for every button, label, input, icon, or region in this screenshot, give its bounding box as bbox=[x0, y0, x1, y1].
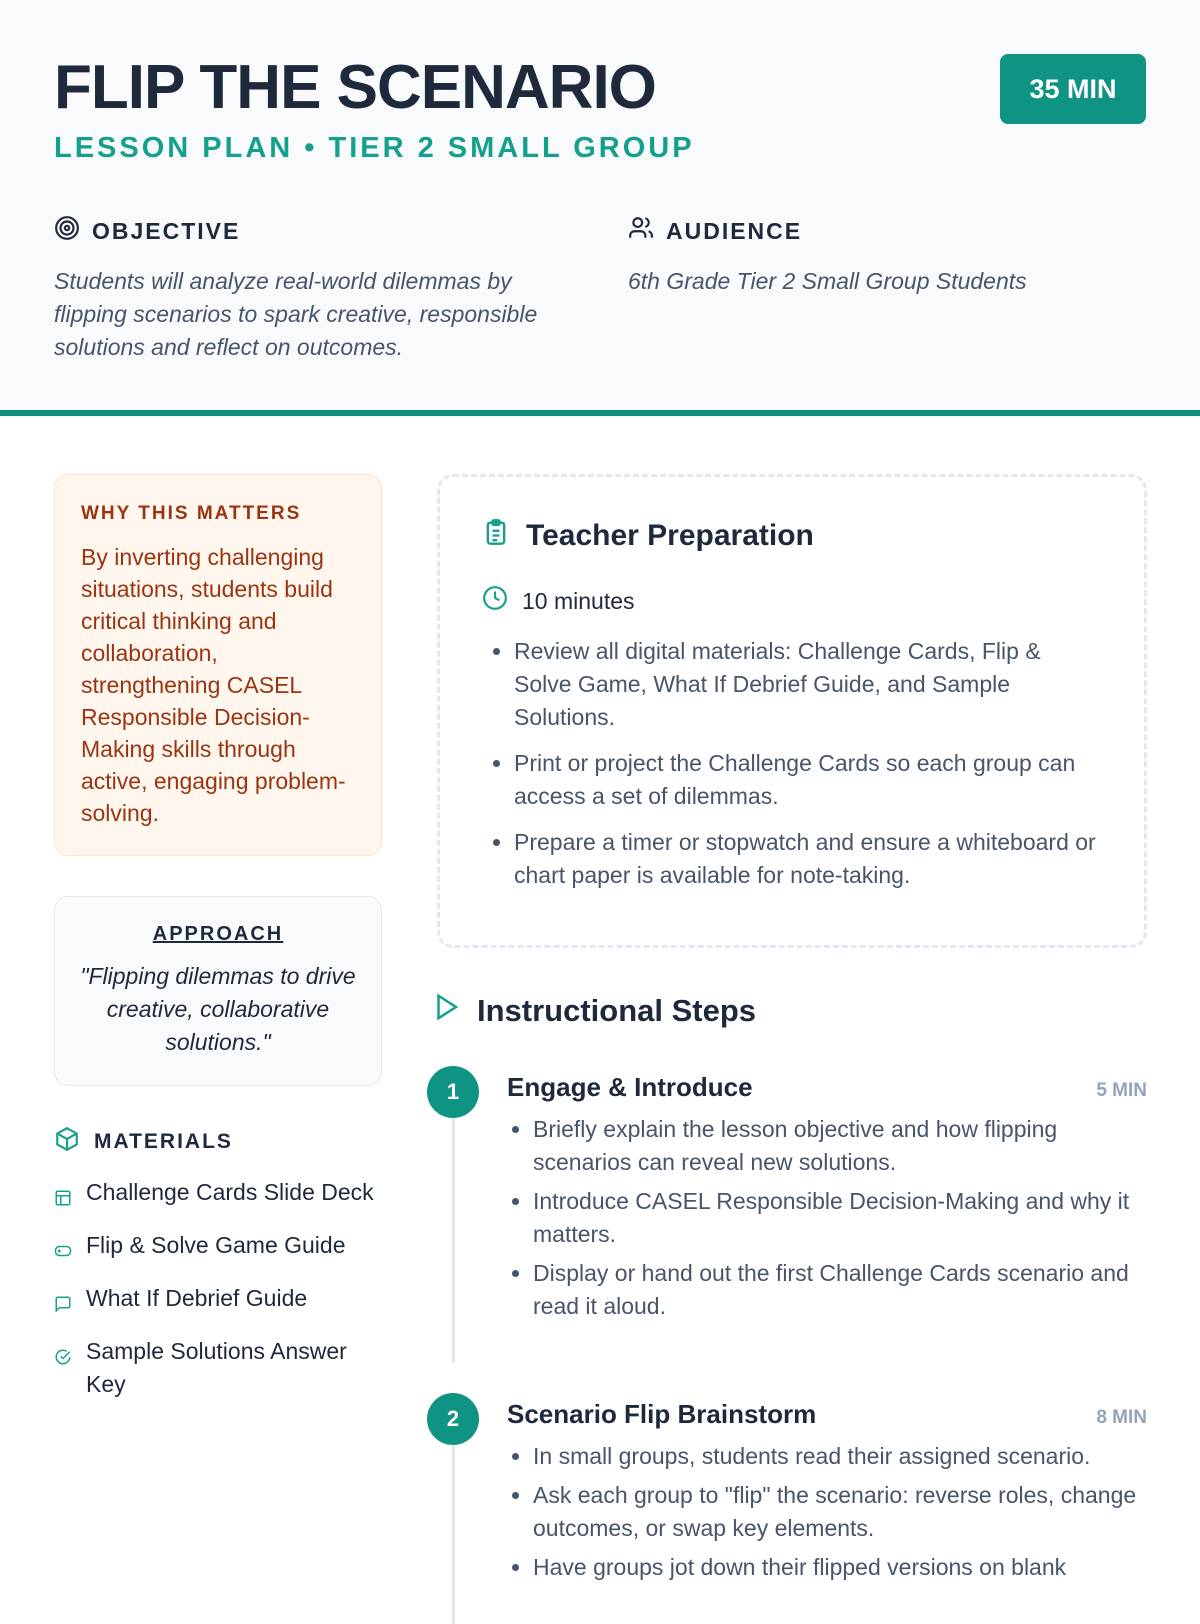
approach-label: APPROACH bbox=[152, 923, 284, 945]
material-label: Sample Solutions Answer Key bbox=[86, 1338, 347, 1397]
sidebar bbox=[54, 474, 382, 1414]
step-title: Scenario Flip Brainstorm bbox=[507, 1399, 817, 1429]
target-icon bbox=[54, 215, 80, 247]
message-square-icon bbox=[54, 1282, 74, 1322]
clock-icon bbox=[482, 585, 508, 617]
step-bullet: • Briefly explain the lesson objective and how flipping scenarios can reveal new solutions. bbox=[533, 1113, 1147, 1179]
lesson-header bbox=[0, 0, 1200, 416]
step-time: 8 MIN bbox=[1096, 1407, 1147, 1428]
audience-label: AUDIENCE bbox=[666, 217, 803, 244]
materials-label: MATERIALS bbox=[94, 1130, 233, 1153]
timeline-line bbox=[452, 1445, 455, 1624]
prep-duration: 10 minutes bbox=[522, 587, 635, 614]
layout-icon bbox=[54, 1176, 74, 1216]
approach-card bbox=[54, 896, 382, 1086]
check-circle-icon bbox=[54, 1335, 74, 1401]
prep-item: • Print or project the Challenge Cards so each group can access a set of dilemmas. bbox=[514, 747, 1104, 813]
audience-section bbox=[628, 215, 1148, 298]
material-item bbox=[54, 1229, 382, 1269]
gamepad-icon bbox=[54, 1229, 74, 1269]
materials-section bbox=[54, 1126, 382, 1401]
main-content bbox=[437, 474, 1147, 1590]
step-time: 5 MIN bbox=[1096, 1080, 1147, 1101]
step-bullet: • Display or hand out the first Challenge Cards scenario and read it aloud. bbox=[533, 1257, 1147, 1323]
approach-quote: "Flipping dilemmas to drive creative, collaborative solutions." bbox=[80, 963, 356, 1055]
prep-item: • Prepare a timer or stopwatch and ensure a whiteboard or chart paper is available for note-taking. bbox=[514, 826, 1104, 892]
material-label: Challenge Cards Slide Deck bbox=[86, 1179, 374, 1205]
step-item bbox=[427, 1393, 1147, 1584]
step-bullet: • Introduce CASEL Responsible Decision-Making and why it matters. bbox=[533, 1185, 1147, 1251]
play-icon bbox=[431, 992, 461, 1030]
material-item bbox=[54, 1282, 382, 1322]
why-this-matters-card bbox=[54, 474, 382, 856]
steps-title: Instructional Steps bbox=[477, 993, 757, 1028]
step-title: Engage & Introduce bbox=[507, 1072, 753, 1102]
step-number: 1 bbox=[427, 1066, 479, 1118]
objective-text: Students will analyze real-world dilemmas by flipping scenarios to spark creative, responsible solutions and reflect on outcomes. bbox=[54, 268, 538, 360]
duration-badge: 35 MIN bbox=[1000, 54, 1146, 124]
audience-text: 6th Grade Tier 2 Small Group Students bbox=[628, 268, 1027, 294]
step-bullet: • In small groups, students read their assigned scenario. bbox=[533, 1440, 1147, 1473]
timeline-line bbox=[452, 1118, 455, 1363]
why-label: WHY THIS MATTERS bbox=[81, 503, 302, 524]
step-item bbox=[427, 1066, 1147, 1323]
material-item bbox=[54, 1176, 382, 1216]
why-text: By inverting challenging situations, students build critical thinking and collaboration, strengthening CASEL Responsible Decision-Making skills through active, engaging problem-solving. bbox=[81, 544, 346, 826]
objective-label: OBJECTIVE bbox=[92, 217, 241, 244]
prep-item: • Review all digital materials: Challenge Cards, Flip & Solve Game, What If Debrief Guide, and Sample Solutions. bbox=[514, 635, 1104, 734]
step-number: 2 bbox=[427, 1393, 479, 1445]
step-bullet: • Have groups jot down their flipped versions on blank bbox=[533, 1551, 1147, 1584]
page-subtitle: LESSON PLAN • TIER 2 SMALL GROUP bbox=[54, 132, 695, 164]
package-icon bbox=[54, 1126, 80, 1158]
material-item bbox=[54, 1335, 382, 1401]
material-label: Flip & Solve Game Guide bbox=[86, 1232, 346, 1258]
page-title: FLIP THE SCENARIO bbox=[54, 53, 656, 122]
prep-title: Teacher Preparation bbox=[526, 519, 814, 552]
users-icon bbox=[628, 215, 654, 247]
step-bullet: • Ask each group to "flip" the scenario: reverse roles, change outcomes, or swap key elements. bbox=[533, 1479, 1147, 1545]
objective-section bbox=[54, 215, 574, 364]
material-label: What If Debrief Guide bbox=[86, 1285, 308, 1311]
clipboard-icon bbox=[482, 517, 510, 555]
teacher-preparation-card bbox=[437, 474, 1147, 948]
